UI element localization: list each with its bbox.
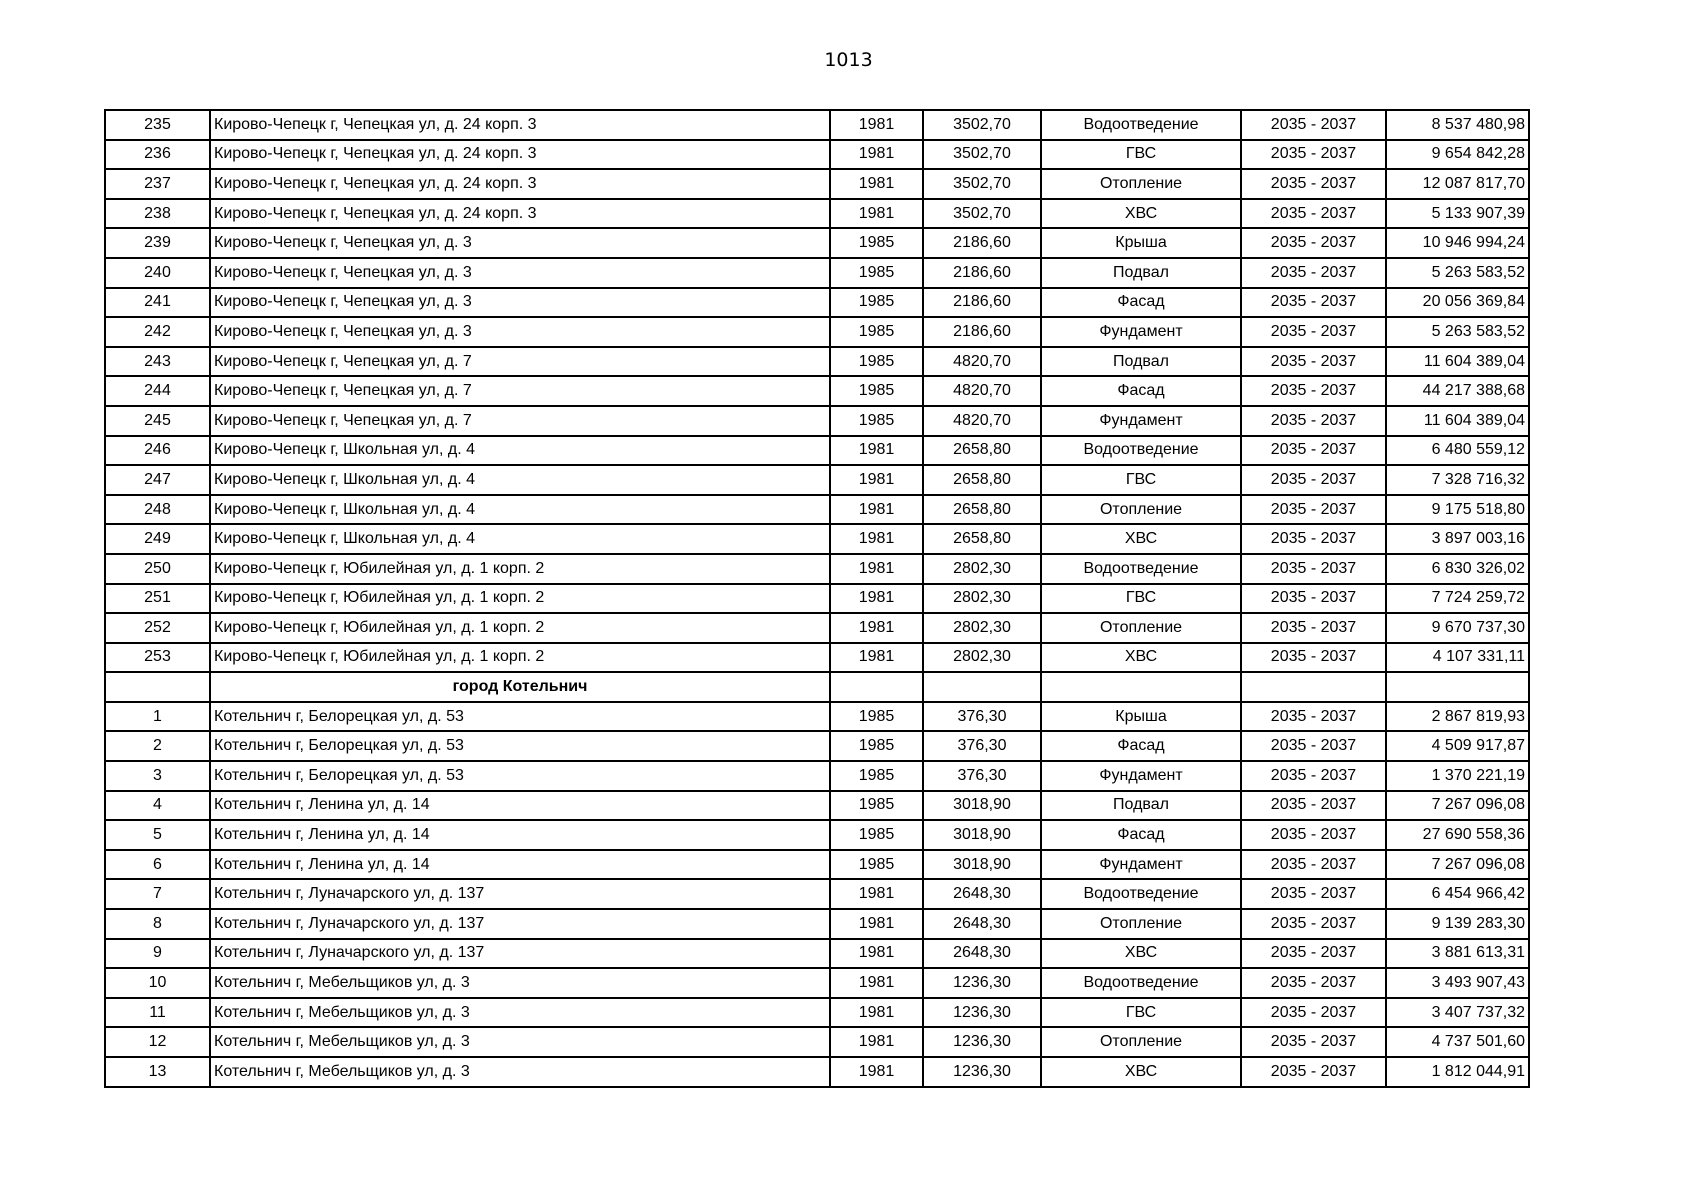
cell-row-number: 236 — [105, 140, 210, 170]
cell-cost: 20 056 369,84 — [1386, 288, 1529, 318]
cell-work-type: Фасад — [1041, 288, 1241, 318]
cell-area: 2658,80 — [923, 524, 1041, 554]
cell-year-built: 1985 — [830, 702, 923, 732]
cell-period: 2035 - 2037 — [1241, 1057, 1386, 1087]
cell-address: Котельнич г, Белорецкая ул, д. 53 — [210, 731, 830, 761]
cell-period: 2035 - 2037 — [1241, 850, 1386, 880]
cell-work-type: ГВС — [1041, 140, 1241, 170]
cell-work-type: Фасад — [1041, 820, 1241, 850]
cell-period: 2035 - 2037 — [1241, 258, 1386, 288]
cell-period: 2035 - 2037 — [1241, 288, 1386, 318]
cell-year-built: 1985 — [830, 288, 923, 318]
cell-cost: 3 897 003,16 — [1386, 524, 1529, 554]
cell-period: 2035 - 2037 — [1241, 761, 1386, 791]
table-row — [105, 228, 1529, 258]
cell-year-built: 1985 — [830, 347, 923, 377]
cell-area: 2186,60 — [923, 228, 1041, 258]
cell-area: 2802,30 — [923, 584, 1041, 614]
cell-row-number: 251 — [105, 584, 210, 614]
cell-area: 2648,30 — [923, 909, 1041, 939]
cell-cost: 8 537 480,98 — [1386, 110, 1529, 140]
cell-cost: 5 133 907,39 — [1386, 199, 1529, 229]
cell-row-number: 250 — [105, 554, 210, 584]
cell-empty — [105, 672, 210, 702]
cell-address: Кирово-Чепецк г, Чепецкая ул, д. 24 корп. 3 — [210, 169, 830, 199]
cell-work-type: Отопление — [1041, 169, 1241, 199]
table-body — [105, 110, 1529, 1087]
cell-row-number: 1 — [105, 702, 210, 732]
cell-year-built: 1981 — [830, 495, 923, 525]
cell-work-type: Отопление — [1041, 909, 1241, 939]
cell-period: 2035 - 2037 — [1241, 406, 1386, 436]
cell-row-number: 241 — [105, 288, 210, 318]
cell-area: 2186,60 — [923, 317, 1041, 347]
cell-area: 3502,70 — [923, 199, 1041, 229]
cell-work-type: Водоотведение — [1041, 879, 1241, 909]
cell-address: Котельнич г, Луначарского ул, д. 137 — [210, 909, 830, 939]
table-row — [105, 820, 1529, 850]
cell-area: 376,30 — [923, 702, 1041, 732]
cell-row-number: 248 — [105, 495, 210, 525]
cell-row-number: 7 — [105, 879, 210, 909]
table-row — [105, 199, 1529, 229]
table-row — [105, 968, 1529, 998]
cell-period: 2035 - 2037 — [1241, 791, 1386, 821]
cell-address: Котельнич г, Мебельщиков ул, д. 3 — [210, 998, 830, 1028]
cell-work-type: Подвал — [1041, 791, 1241, 821]
cell-address: Кирово-Чепецк г, Чепецкая ул, д. 3 — [210, 228, 830, 258]
cell-work-type: Крыша — [1041, 702, 1241, 732]
cell-address: Котельнич г, Луначарского ул, д. 137 — [210, 879, 830, 909]
cell-period: 2035 - 2037 — [1241, 879, 1386, 909]
cell-row-number: 253 — [105, 643, 210, 673]
table-row — [105, 850, 1529, 880]
cell-row-number: 243 — [105, 347, 210, 377]
cell-period: 2035 - 2037 — [1241, 110, 1386, 140]
cell-row-number: 235 — [105, 110, 210, 140]
cell-year-built: 1985 — [830, 228, 923, 258]
cell-area: 2658,80 — [923, 495, 1041, 525]
cell-year-built: 1981 — [830, 998, 923, 1028]
cell-area: 1236,30 — [923, 1057, 1041, 1087]
cell-cost: 5 263 583,52 — [1386, 317, 1529, 347]
cell-year-built: 1981 — [830, 199, 923, 229]
cell-row-number: 8 — [105, 909, 210, 939]
cell-row-number: 3 — [105, 761, 210, 791]
cell-area: 2658,80 — [923, 436, 1041, 466]
cell-cost: 1 812 044,91 — [1386, 1057, 1529, 1087]
cell-period: 2035 - 2037 — [1241, 584, 1386, 614]
cell-period: 2035 - 2037 — [1241, 524, 1386, 554]
cell-work-type: Подвал — [1041, 347, 1241, 377]
cell-cost: 11 604 389,04 — [1386, 347, 1529, 377]
cell-address: Кирово-Чепецк г, Чепецкая ул, д. 3 — [210, 258, 830, 288]
cell-area: 2648,30 — [923, 939, 1041, 969]
cell-work-type: Фундамент — [1041, 317, 1241, 347]
table-row — [105, 347, 1529, 377]
cell-row-number: 13 — [105, 1057, 210, 1087]
table-row — [105, 465, 1529, 495]
cell-cost: 44 217 388,68 — [1386, 376, 1529, 406]
cell-cost: 27 690 558,36 — [1386, 820, 1529, 850]
table-row — [105, 288, 1529, 318]
cell-row-number: 237 — [105, 169, 210, 199]
cell-year-built: 1981 — [830, 1057, 923, 1087]
table-row — [105, 1027, 1529, 1057]
cell-cost: 7 724 259,72 — [1386, 584, 1529, 614]
cell-year-built: 1985 — [830, 850, 923, 880]
cell-year-built: 1985 — [830, 761, 923, 791]
cell-period: 2035 - 2037 — [1241, 702, 1386, 732]
cell-area: 2186,60 — [923, 288, 1041, 318]
cell-period: 2035 - 2037 — [1241, 820, 1386, 850]
cell-year-built: 1981 — [830, 110, 923, 140]
cell-address: Котельнич г, Белорецкая ул, д. 53 — [210, 702, 830, 732]
cell-address: Кирово-Чепецк г, Чепецкая ул, д. 7 — [210, 406, 830, 436]
cell-address: Кирово-Чепецк г, Юбилейная ул, д. 1 корп. 2 — [210, 584, 830, 614]
cell-cost: 2 867 819,93 — [1386, 702, 1529, 732]
cell-period: 2035 - 2037 — [1241, 495, 1386, 525]
cell-cost: 11 604 389,04 — [1386, 406, 1529, 436]
cell-area: 3502,70 — [923, 110, 1041, 140]
cell-period: 2035 - 2037 — [1241, 317, 1386, 347]
cell-period: 2035 - 2037 — [1241, 228, 1386, 258]
cell-work-type: Фасад — [1041, 376, 1241, 406]
cell-year-built: 1981 — [830, 879, 923, 909]
cell-area: 1236,30 — [923, 998, 1041, 1028]
cell-work-type: ХВС — [1041, 1057, 1241, 1087]
cell-cost: 9 670 737,30 — [1386, 613, 1529, 643]
cell-cost: 9 139 283,30 — [1386, 909, 1529, 939]
cell-work-type: Фундамент — [1041, 850, 1241, 880]
cell-cost: 3 493 907,43 — [1386, 968, 1529, 998]
cell-cost: 3 881 613,31 — [1386, 939, 1529, 969]
cell-cost: 4 107 331,11 — [1386, 643, 1529, 673]
cell-year-built: 1981 — [830, 524, 923, 554]
cell-row-number: 249 — [105, 524, 210, 554]
table-row — [105, 169, 1529, 199]
cell-year-built: 1981 — [830, 939, 923, 969]
cell-work-type: ХВС — [1041, 939, 1241, 969]
cell-work-type: Водоотведение — [1041, 554, 1241, 584]
cell-year-built: 1981 — [830, 465, 923, 495]
cell-row-number: 2 — [105, 731, 210, 761]
cell-period: 2035 - 2037 — [1241, 436, 1386, 466]
cell-area: 4820,70 — [923, 347, 1041, 377]
cell-cost: 6 454 966,42 — [1386, 879, 1529, 909]
table-row — [105, 909, 1529, 939]
cell-work-type: Фасад — [1041, 731, 1241, 761]
cell-row-number: 244 — [105, 376, 210, 406]
table-row — [105, 376, 1529, 406]
table-row — [105, 613, 1529, 643]
cell-cost: 9 654 842,28 — [1386, 140, 1529, 170]
cell-year-built: 1985 — [830, 376, 923, 406]
cell-cost: 6 480 559,12 — [1386, 436, 1529, 466]
cell-address: Кирово-Чепецк г, Юбилейная ул, д. 1 корп. 2 — [210, 643, 830, 673]
cell-row-number: 240 — [105, 258, 210, 288]
cell-row-number: 247 — [105, 465, 210, 495]
cell-cost: 4 737 501,60 — [1386, 1027, 1529, 1057]
cell-address: Котельнич г, Мебельщиков ул, д. 3 — [210, 1027, 830, 1057]
cell-work-type: Водоотведение — [1041, 110, 1241, 140]
cell-area: 4820,70 — [923, 376, 1041, 406]
cell-address: Котельнич г, Мебельщиков ул, д. 3 — [210, 1057, 830, 1087]
table-row — [105, 110, 1529, 140]
cell-address: Кирово-Чепецк г, Чепецкая ул, д. 24 корп. 3 — [210, 110, 830, 140]
cell-row-number: 12 — [105, 1027, 210, 1057]
cell-area: 3018,90 — [923, 820, 1041, 850]
cell-address: Котельнич г, Ленина ул, д. 14 — [210, 820, 830, 850]
cell-year-built: 1981 — [830, 140, 923, 170]
cell-year-built: 1985 — [830, 731, 923, 761]
cell-empty — [830, 672, 923, 702]
cell-year-built: 1981 — [830, 554, 923, 584]
table-row — [105, 317, 1529, 347]
table-row — [105, 939, 1529, 969]
cell-cost: 9 175 518,80 — [1386, 495, 1529, 525]
cell-row-number: 10 — [105, 968, 210, 998]
section-header-row — [105, 672, 1529, 702]
cell-cost: 6 830 326,02 — [1386, 554, 1529, 584]
cell-area: 4820,70 — [923, 406, 1041, 436]
cell-period: 2035 - 2037 — [1241, 613, 1386, 643]
table-row — [105, 791, 1529, 821]
section-title: город Котельнич — [210, 672, 830, 702]
table-row — [105, 436, 1529, 466]
cell-work-type: Подвал — [1041, 258, 1241, 288]
cell-period: 2035 - 2037 — [1241, 998, 1386, 1028]
cell-year-built: 1985 — [830, 406, 923, 436]
cell-work-type: Фундамент — [1041, 761, 1241, 791]
cell-address: Котельнич г, Ленина ул, д. 14 — [210, 850, 830, 880]
cell-address: Котельнич г, Мебельщиков ул, д. 3 — [210, 968, 830, 998]
cell-row-number: 6 — [105, 850, 210, 880]
table-row — [105, 731, 1529, 761]
table-row — [105, 258, 1529, 288]
cell-row-number: 9 — [105, 939, 210, 969]
cell-work-type: ХВС — [1041, 524, 1241, 554]
cell-period: 2035 - 2037 — [1241, 347, 1386, 377]
cell-year-built: 1981 — [830, 1027, 923, 1057]
cell-area: 3502,70 — [923, 140, 1041, 170]
cell-period: 2035 - 2037 — [1241, 731, 1386, 761]
cell-year-built: 1981 — [830, 968, 923, 998]
cell-area: 376,30 — [923, 761, 1041, 791]
cell-period: 2035 - 2037 — [1241, 643, 1386, 673]
table-row — [105, 495, 1529, 525]
cell-row-number: 4 — [105, 791, 210, 821]
table-row — [105, 879, 1529, 909]
cell-address: Кирово-Чепецк г, Юбилейная ул, д. 1 корп. 2 — [210, 613, 830, 643]
cell-cost: 3 407 737,32 — [1386, 998, 1529, 1028]
cell-work-type: Водоотведение — [1041, 968, 1241, 998]
cell-period: 2035 - 2037 — [1241, 465, 1386, 495]
cell-address: Котельнич г, Луначарского ул, д. 137 — [210, 939, 830, 969]
cell-work-type: ГВС — [1041, 584, 1241, 614]
cell-cost: 1 370 221,19 — [1386, 761, 1529, 791]
cell-year-built: 1985 — [830, 791, 923, 821]
cell-empty — [1386, 672, 1529, 702]
cell-address: Котельнич г, Ленина ул, д. 14 — [210, 791, 830, 821]
cell-row-number: 5 — [105, 820, 210, 850]
cell-year-built: 1981 — [830, 436, 923, 466]
cell-row-number: 11 — [105, 998, 210, 1028]
cell-period: 2035 - 2037 — [1241, 554, 1386, 584]
cell-year-built: 1981 — [830, 169, 923, 199]
cell-empty — [1241, 672, 1386, 702]
cell-work-type: Крыша — [1041, 228, 1241, 258]
cell-period: 2035 - 2037 — [1241, 376, 1386, 406]
cell-period: 2035 - 2037 — [1241, 169, 1386, 199]
cell-year-built: 1981 — [830, 643, 923, 673]
cell-year-built: 1981 — [830, 909, 923, 939]
cell-address: Котельнич г, Белорецкая ул, д. 53 — [210, 761, 830, 791]
cell-cost: 10 946 994,24 — [1386, 228, 1529, 258]
table-row — [105, 140, 1529, 170]
cell-period: 2035 - 2037 — [1241, 1027, 1386, 1057]
cell-work-type: Водоотведение — [1041, 436, 1241, 466]
cell-work-type: ХВС — [1041, 199, 1241, 229]
cell-address: Кирово-Чепецк г, Школьная ул, д. 4 — [210, 465, 830, 495]
cell-period: 2035 - 2037 — [1241, 939, 1386, 969]
cell-work-type: ГВС — [1041, 465, 1241, 495]
cell-area: 3018,90 — [923, 850, 1041, 880]
cell-work-type: Фундамент — [1041, 406, 1241, 436]
cell-cost: 5 263 583,52 — [1386, 258, 1529, 288]
cell-year-built: 1981 — [830, 584, 923, 614]
cell-area: 3018,90 — [923, 791, 1041, 821]
cell-empty — [1041, 672, 1241, 702]
housing-repair-table — [104, 109, 1530, 1088]
cell-cost: 12 087 817,70 — [1386, 169, 1529, 199]
table-row — [105, 643, 1529, 673]
table-row — [105, 761, 1529, 791]
cell-period: 2035 - 2037 — [1241, 199, 1386, 229]
cell-period: 2035 - 2037 — [1241, 968, 1386, 998]
table-row — [105, 702, 1529, 732]
cell-year-built: 1985 — [830, 258, 923, 288]
page-number: 1013 — [824, 49, 873, 71]
cell-row-number: 242 — [105, 317, 210, 347]
cell-year-built: 1981 — [830, 613, 923, 643]
cell-address: Кирово-Чепецк г, Чепецкая ул, д. 3 — [210, 317, 830, 347]
table-row — [105, 524, 1529, 554]
cell-work-type: Отопление — [1041, 495, 1241, 525]
cell-area: 2658,80 — [923, 465, 1041, 495]
cell-cost: 7 328 716,32 — [1386, 465, 1529, 495]
table-row — [105, 406, 1529, 436]
cell-area: 2802,30 — [923, 643, 1041, 673]
cell-cost: 4 509 917,87 — [1386, 731, 1529, 761]
cell-address: Кирово-Чепецк г, Школьная ул, д. 4 — [210, 436, 830, 466]
cell-area: 1236,30 — [923, 968, 1041, 998]
cell-row-number: 246 — [105, 436, 210, 466]
cell-row-number: 245 — [105, 406, 210, 436]
cell-period: 2035 - 2037 — [1241, 140, 1386, 170]
cell-work-type: Отопление — [1041, 613, 1241, 643]
cell-area: 2648,30 — [923, 879, 1041, 909]
cell-year-built: 1985 — [830, 317, 923, 347]
cell-period: 2035 - 2037 — [1241, 909, 1386, 939]
cell-area: 2802,30 — [923, 613, 1041, 643]
cell-address: Кирово-Чепецк г, Чепецкая ул, д. 3 — [210, 288, 830, 318]
cell-address: Кирово-Чепецк г, Школьная ул, д. 4 — [210, 495, 830, 525]
cell-work-type: ГВС — [1041, 998, 1241, 1028]
cell-work-type: ХВС — [1041, 643, 1241, 673]
cell-empty — [923, 672, 1041, 702]
cell-row-number: 252 — [105, 613, 210, 643]
cell-row-number: 238 — [105, 199, 210, 229]
cell-area: 3502,70 — [923, 169, 1041, 199]
table-row — [105, 998, 1529, 1028]
cell-address: Кирово-Чепецк г, Чепецкая ул, д. 24 корп. 3 — [210, 140, 830, 170]
table-row — [105, 1057, 1529, 1087]
cell-address: Кирово-Чепецк г, Школьная ул, д. 4 — [210, 524, 830, 554]
cell-address: Кирово-Чепецк г, Юбилейная ул, д. 1 корп. 2 — [210, 554, 830, 584]
table-row — [105, 554, 1529, 584]
table-row — [105, 584, 1529, 614]
cell-row-number: 239 — [105, 228, 210, 258]
cell-address: Кирово-Чепецк г, Чепецкая ул, д. 7 — [210, 347, 830, 377]
cell-address: Кирово-Чепецк г, Чепецкая ул, д. 7 — [210, 376, 830, 406]
cell-area: 2186,60 — [923, 258, 1041, 288]
cell-address: Кирово-Чепецк г, Чепецкая ул, д. 24 корп. 3 — [210, 199, 830, 229]
cell-cost: 7 267 096,08 — [1386, 791, 1529, 821]
cell-year-built: 1985 — [830, 820, 923, 850]
cell-area: 376,30 — [923, 731, 1041, 761]
cell-cost: 7 267 096,08 — [1386, 850, 1529, 880]
cell-work-type: Отопление — [1041, 1027, 1241, 1057]
cell-area: 2802,30 — [923, 554, 1041, 584]
cell-area: 1236,30 — [923, 1027, 1041, 1057]
